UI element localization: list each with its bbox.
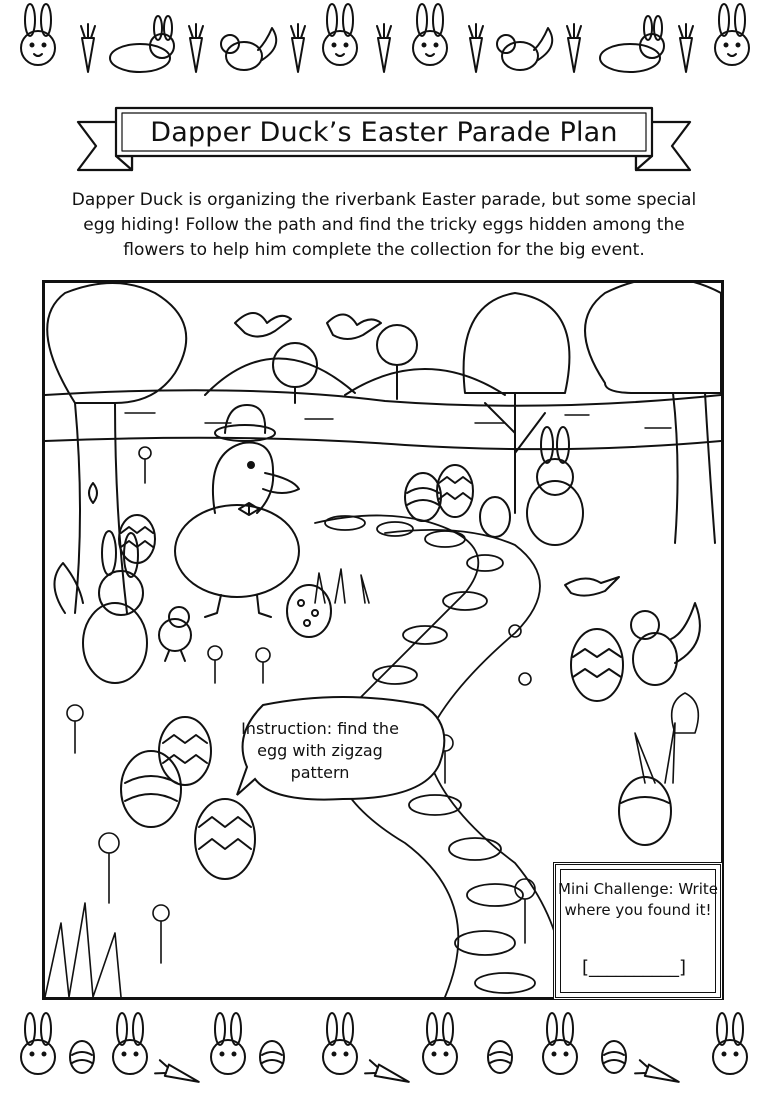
intro-paragraph: Dapper Duck is organizing the riverbank Easter parade, but some special egg hiding! Follow the path and find the tricky eggs hidden among the flowers to help him complete the collection for the big event.: [71, 190, 697, 260]
carrot-icon: [679, 24, 693, 72]
carrot-icon: [635, 1060, 681, 1088]
top-decorative-border: [0, 0, 768, 90]
carrot-icon: [155, 1060, 201, 1088]
bunny-icon: [423, 1013, 457, 1074]
bunny-icon: [113, 1013, 147, 1074]
carrot-icon: [567, 24, 581, 72]
squirrel-icon: [497, 28, 552, 70]
left-tree: [47, 283, 186, 613]
small-tree: [273, 325, 417, 403]
bunny-icon: [323, 1013, 357, 1074]
bunny-icon: [323, 4, 357, 65]
egg-icon: [602, 1041, 626, 1073]
mini-challenge-text: Mini Challenge: Write where you found it!: [558, 880, 718, 919]
dapper-duck: [175, 405, 299, 617]
carrot-icon: [365, 1060, 411, 1088]
carrot-icon: [469, 24, 483, 72]
bunny-icon: [211, 1013, 245, 1074]
bunny-left: [54, 531, 147, 683]
easter-eggs: [119, 465, 671, 879]
egg-icon: [488, 1041, 512, 1073]
bunny-icon: [413, 4, 447, 65]
mini-challenge-box: [553, 862, 723, 1000]
bunny-icon: [715, 4, 749, 65]
lying-bunny-icon: [600, 16, 664, 72]
bunny-right: [527, 427, 583, 545]
carrot-icon: [81, 24, 95, 72]
bird-flying: [235, 313, 381, 339]
carrot-icon: [291, 24, 305, 72]
egg-icon: [70, 1041, 94, 1073]
egg-icon: [260, 1041, 284, 1073]
small-bird-branch: [565, 577, 619, 596]
squirrel-icon: [221, 28, 276, 70]
instruction-text: Instruction: find the egg with zigzag pattern: [241, 719, 399, 782]
carrot-icon: [377, 24, 391, 72]
right-tree: [585, 283, 721, 543]
bunny-icon: [21, 1013, 55, 1074]
carrot-icon: [189, 24, 203, 72]
bunny-icon: [713, 1013, 747, 1074]
bunny-icon: [21, 4, 55, 65]
page-title: Dapper Duck’s Easter Parade Plan: [150, 116, 618, 148]
squirrel: [631, 603, 700, 685]
lying-bunny-icon: [110, 16, 174, 72]
bunny-icon: [543, 1013, 577, 1074]
bottom-decorative-border: [0, 1005, 768, 1095]
answer-blank[interactable]: [__________]: [581, 957, 687, 978]
middle-tree: [464, 293, 570, 513]
chick: [159, 607, 191, 661]
